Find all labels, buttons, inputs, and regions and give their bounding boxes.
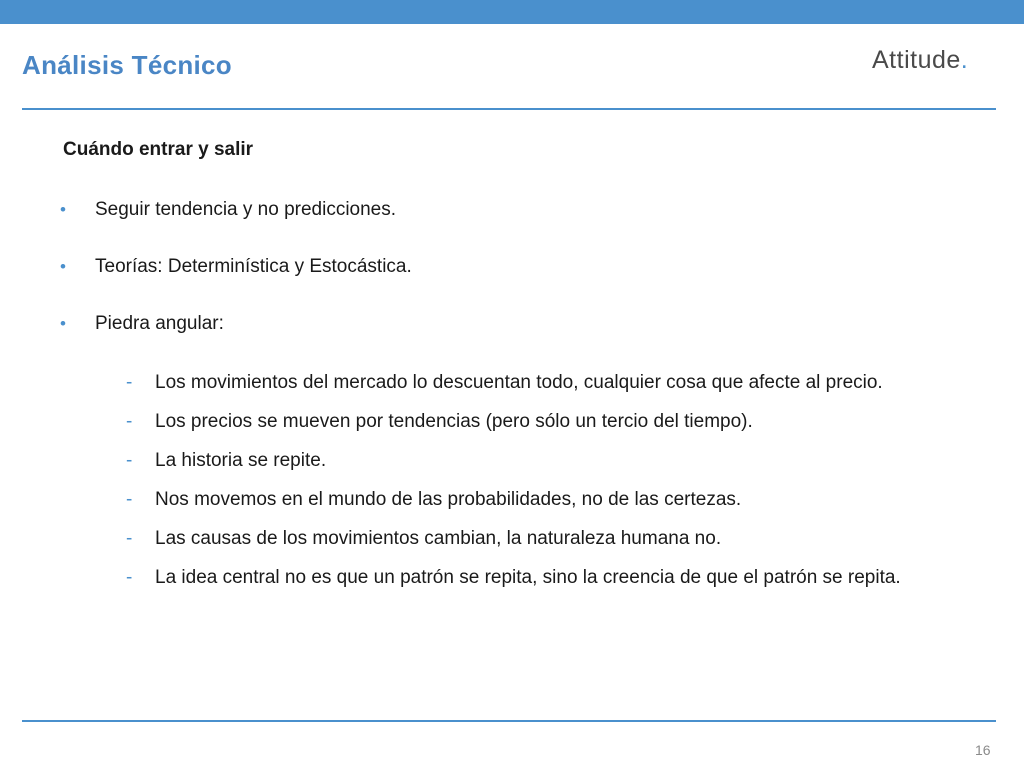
logo-dot: . [960,46,969,74]
bullet-icon: • [60,257,66,276]
header-divider [22,108,996,110]
dash-icon: - [126,411,133,432]
footer-divider [22,720,996,722]
dash-icon: - [126,450,133,471]
bullet-list [60,196,990,367]
bullet-item [60,310,990,338]
sub-bullet-text: Las causas de los movimientos cambian, la naturaleza humana no. [155,528,722,549]
sub-bullet-item [126,484,986,515]
dash-icon: - [126,489,133,510]
sub-bullet-item [126,523,986,554]
sub-bullet-item [126,445,986,476]
sub-bullet-text: Los movimientos del mercado lo descuentan todo, cualquier cosa que afecte al precio. [155,372,883,393]
bullet-text: Piedra angular: [95,313,224,334]
section-subtitle: Cuándo entrar y salir [63,139,254,160]
bullet-text: Seguir tendencia y no predicciones. [95,199,397,220]
dash-icon: - [126,528,133,549]
bullet-item [60,253,990,281]
bullet-item [60,196,990,224]
slide-title: Análisis Técnico [22,50,232,80]
bullet-text: Teorías: Determinística y Estocástica. [95,256,412,277]
sub-bullet-text: La idea central no es que un patrón se repita, sino la creencia de que el patrón se repita. [155,567,901,588]
logo-text: Attitude [872,46,961,74]
sub-bullet-text: Los precios se mueven por tendencias (pero sólo un tercio del tiempo). [155,411,753,432]
sub-bullet-item [126,562,986,593]
sub-bullet-item [126,406,986,437]
sub-bullet-text: La historia se repite. [155,450,327,471]
dash-icon: - [126,372,133,393]
page-number: 16 [975,742,991,758]
brand-logo [872,46,968,75]
bullet-icon: • [60,200,66,219]
sub-bullet-list [126,367,986,601]
top-accent-bar [0,0,1024,24]
sub-bullet-text: Nos movemos en el mundo de las probabilidades, no de las certezas. [155,489,742,510]
bullet-icon: • [60,314,66,333]
dash-icon: - [126,567,133,588]
sub-bullet-item [126,367,986,398]
